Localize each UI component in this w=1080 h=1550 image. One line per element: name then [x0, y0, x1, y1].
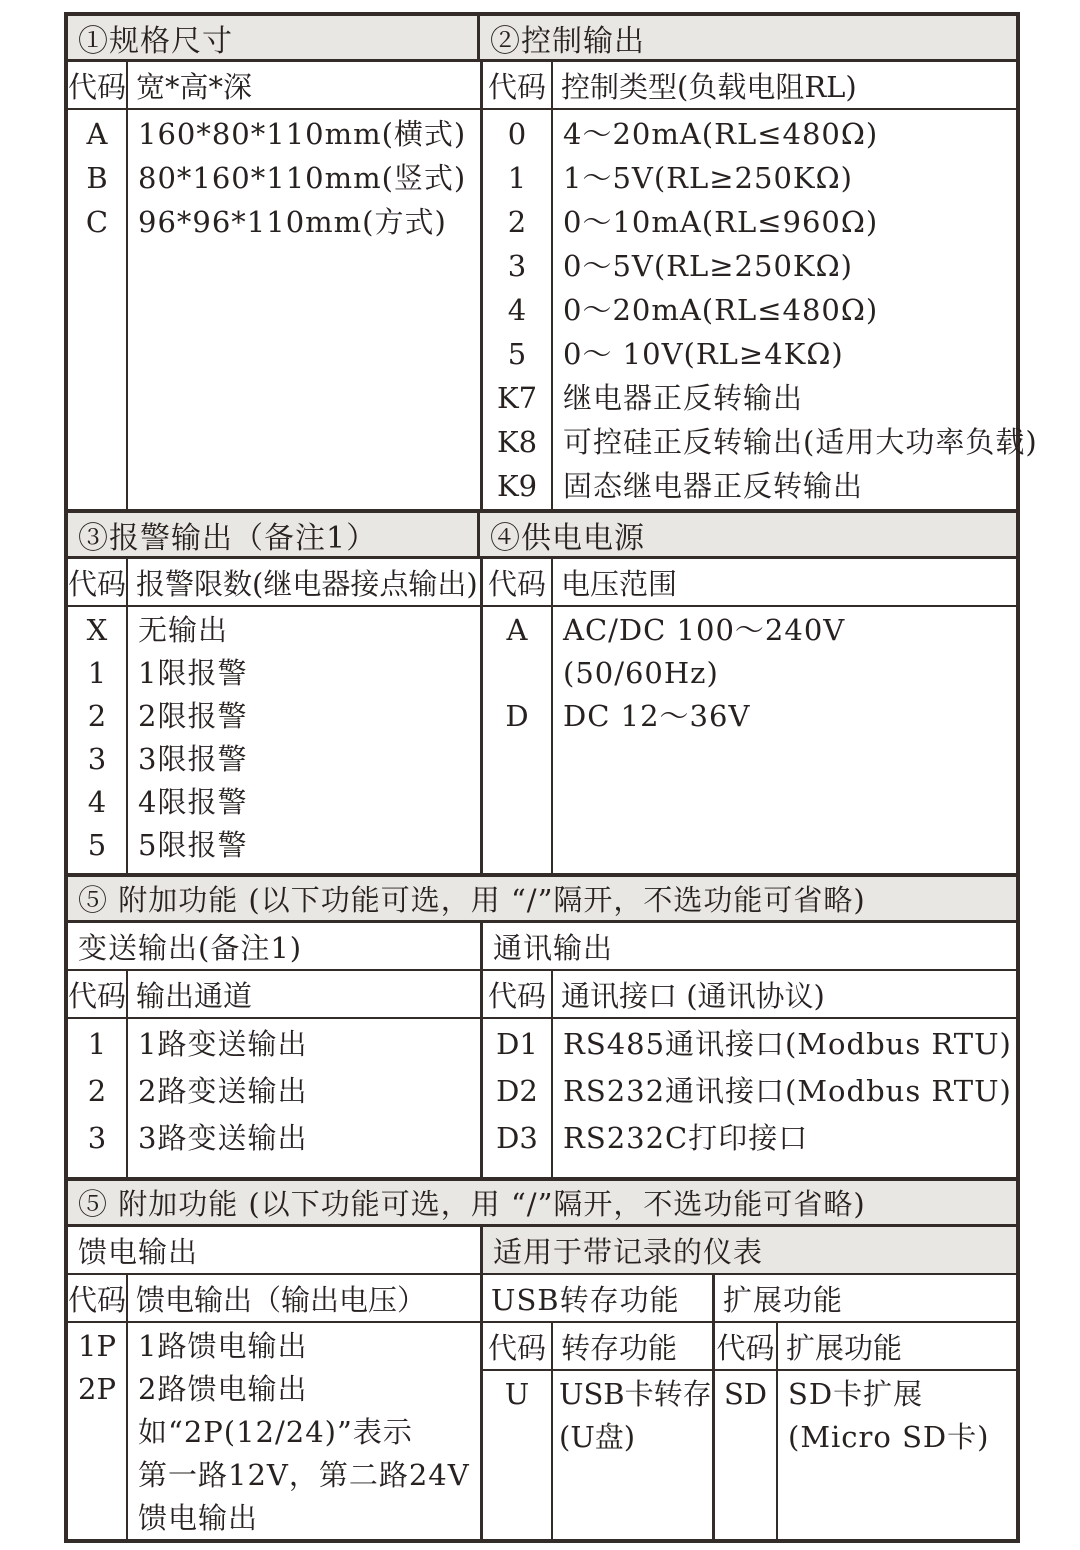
code-cell: 4 [507, 293, 527, 327]
code-column-header: 代码 [483, 971, 553, 1017]
power-column-header-row [483, 559, 1016, 607]
code-cell: K7 [496, 381, 538, 415]
desc-column [128, 110, 480, 509]
size-column-header-row [68, 62, 480, 110]
code-cell: K9 [496, 469, 538, 503]
code-cell: SD [723, 1377, 768, 1411]
code-cell: 1 [87, 1027, 107, 1061]
control-output-pane [480, 62, 1038, 509]
section-title-row [68, 513, 1016, 559]
code-cell: 1 [507, 161, 527, 195]
code-cell: 4 [87, 785, 107, 819]
feed-power-pane [68, 1227, 480, 1539]
desc-cell: RS232通讯接口(Modbus RTU) [563, 1074, 1012, 1108]
desc-cell: 固态继电器正反转输出 [563, 469, 864, 503]
code-cell [68, 1496, 126, 1539]
recorder-pane [480, 1227, 1016, 1539]
code-cell: X [86, 613, 108, 647]
desc-column [128, 607, 480, 873]
desc-column-header: 宽*高*深 [136, 69, 253, 104]
usb-pane [483, 1275, 712, 1539]
desc-cell: USB卡转存 [559, 1377, 712, 1411]
code-cell: 2 [87, 699, 107, 733]
section-title-row [68, 16, 1016, 62]
code-column [68, 607, 128, 873]
desc-column-header: 通讯接口 (通讯协议) [561, 978, 825, 1013]
section-body [68, 1227, 1016, 1539]
desc-cell: 1路变送输出 [138, 1027, 308, 1061]
code-cell: A [506, 613, 528, 647]
control-column-header-row [483, 62, 1016, 110]
section-extra-1 [68, 877, 1016, 1181]
code-cell: A [86, 117, 108, 151]
desc-cell: 如“2P(12/24)”表示 [138, 1415, 413, 1449]
code-column [68, 110, 128, 509]
sd-pane [712, 1275, 1016, 1539]
code-column [483, 607, 553, 873]
code-cell: D1 [496, 1027, 538, 1061]
desc-cell: 2路馈电输出 [138, 1372, 308, 1406]
desc-cell: (U盘) [559, 1420, 636, 1454]
desc-cell: 0～5V(RL≥250KΩ) [563, 249, 853, 283]
code-column-header: 代码 [68, 559, 128, 605]
desc-column-header: 扩展功能 [786, 1330, 903, 1365]
desc-cell: 5限报警 [138, 828, 248, 862]
code-column-header: 代码 [68, 1275, 128, 1321]
control-rows [483, 110, 1038, 509]
section1-title: ①规格尺寸 [68, 16, 480, 59]
alarm-column-header-row [68, 559, 480, 607]
usb-column-header-row [483, 1323, 712, 1371]
code-cell [68, 1411, 126, 1454]
code-column [715, 1371, 778, 1539]
comm-subtitle: 通讯输出 [483, 923, 1016, 971]
code-cell [68, 1454, 126, 1497]
code-column-header: 代码 [68, 971, 128, 1017]
sd-label: 扩展功能 [715, 1275, 1016, 1323]
desc-cell: 无输出 [138, 613, 229, 647]
desc-cell: 第一路12V，第二路24V [138, 1458, 470, 1492]
feed-power-column-header-row [68, 1275, 480, 1323]
desc-cell: 可控硅正反转输出(适用大功率负载) [563, 425, 1038, 459]
feed-power-rows [68, 1323, 480, 1539]
desc-cell: 4～20mA(RL≤480Ω) [563, 117, 879, 151]
usb-rows [483, 1371, 712, 1539]
size-pane [68, 62, 480, 509]
desc-cell: 0～20mA(RL≤480Ω) [563, 293, 879, 327]
code-column [483, 1019, 553, 1177]
code-cell: 1P [78, 1329, 116, 1363]
code-cell: 2 [87, 1074, 107, 1108]
desc-column [553, 1019, 1016, 1177]
code-cell: 5 [507, 337, 527, 371]
desc-cell: (Micro SD卡) [788, 1420, 990, 1454]
desc-cell: 3路变送输出 [138, 1121, 308, 1155]
desc-cell: 0～ 10V(RL≥4KΩ) [563, 337, 844, 371]
section-body [68, 923, 1016, 1177]
code-cell: 2P [78, 1372, 116, 1406]
desc-cell: 2路变送输出 [138, 1074, 308, 1108]
code-cell: 1 [87, 656, 107, 690]
desc-cell: 继电器正反转输出 [563, 381, 804, 415]
desc-cell: 1～5V(RL≥250KΩ) [563, 161, 853, 195]
section4-title: ④供电电源 [490, 520, 645, 556]
desc-cell: 1限报警 [138, 656, 248, 690]
alarm-rows [68, 607, 480, 873]
sd-column-header-row [715, 1323, 1016, 1371]
desc-column-header: 转存功能 [561, 1330, 678, 1365]
code-cell: D [505, 699, 529, 733]
retransmit-subtitle: 变送输出(备注1) [68, 923, 480, 971]
code-column [483, 110, 553, 509]
section-body [68, 559, 1016, 873]
power-rows [483, 607, 1016, 873]
section-size-control [68, 16, 1038, 513]
recorder-subtitle: 适用于带记录的仪表 [483, 1227, 1016, 1275]
desc-column [128, 1323, 480, 1539]
code-column-header: 代码 [68, 62, 128, 108]
desc-column-header: 报警限数(继电器接点输出) [136, 566, 478, 601]
recorder-subpanes [483, 1275, 1016, 1539]
size-rows [68, 110, 480, 509]
code-cell: 2 [507, 205, 527, 239]
desc-column [553, 1371, 712, 1539]
code-cell [483, 1416, 551, 1459]
code-cell: 5 [87, 828, 107, 862]
code-column [483, 1371, 553, 1539]
desc-cell: 3限报警 [138, 742, 248, 776]
code-cell: 3 [507, 249, 527, 283]
code-cell [483, 652, 551, 695]
code-cell [715, 1416, 776, 1459]
code-cell: C [85, 205, 109, 239]
code-cell: D3 [496, 1121, 538, 1155]
desc-column [778, 1371, 1016, 1539]
desc-cell: 馈电输出 [138, 1501, 259, 1535]
desc-column-header: 控制类型(负载电阻RL) [561, 69, 857, 104]
desc-column-header: 输出通道 [136, 978, 253, 1013]
sd-rows [715, 1371, 1016, 1539]
desc-column [553, 110, 1038, 509]
spec-table [64, 12, 1038, 1543]
section3-title: ③报警输出（备注1） [68, 513, 480, 556]
section-body [68, 62, 1038, 509]
power-pane [480, 559, 1016, 873]
code-column-header: 代码 [483, 62, 553, 108]
code-cell: B [86, 161, 108, 195]
desc-cell: 160*80*110mm(横式) [138, 117, 467, 151]
extra-functions-banner: ⑤ 附加功能 (以下功能可选，用 “/”隔开，不选功能可省略) [68, 1181, 1016, 1227]
desc-cell: 0～10mA(RL≤960Ω) [563, 205, 879, 239]
desc-column [553, 607, 1016, 873]
code-cell: 3 [87, 742, 107, 776]
retransmit-pane [68, 923, 480, 1177]
desc-cell: 80*160*110mm(竖式) [138, 161, 467, 195]
code-cell: 0 [507, 117, 527, 151]
desc-column-header: 电压范围 [561, 566, 678, 601]
comm-rows [483, 1019, 1016, 1177]
feed-power-subtitle: 馈电输出 [68, 1227, 480, 1275]
desc-cell: DC 12～36V [563, 699, 751, 733]
section2-title: ②控制输出 [490, 23, 645, 59]
retransmit-column-header-row [68, 971, 480, 1019]
code-cell: 3 [87, 1121, 107, 1155]
code-column [68, 1019, 128, 1177]
section-extra-2 [68, 1181, 1016, 1539]
code-column [68, 1323, 128, 1539]
usb-label: USB转存功能 [483, 1275, 712, 1323]
comm-pane [480, 923, 1016, 1177]
desc-cell: 1路馈电输出 [138, 1329, 308, 1363]
desc-column-header: 馈电输出（输出电压） [136, 1282, 427, 1317]
desc-cell: 2限报警 [138, 699, 248, 733]
code-column-header: 代码 [715, 1323, 778, 1369]
desc-cell: AC/DC 100～240V [563, 613, 846, 647]
section-alarm-power [68, 513, 1016, 877]
desc-cell: RS485通讯接口(Modbus RTU) [563, 1027, 1012, 1061]
code-cell: D2 [496, 1074, 538, 1108]
alarm-pane [68, 559, 480, 873]
code-cell: K8 [496, 425, 538, 459]
code-column-header: 代码 [483, 559, 553, 605]
desc-column [128, 1019, 480, 1177]
desc-cell: (50/60Hz) [563, 656, 719, 690]
desc-cell: 96*96*110mm(方式) [138, 205, 447, 239]
extra-functions-banner: ⑤ 附加功能 (以下功能可选，用 “/”隔开，不选功能可省略) [68, 877, 1016, 923]
comm-column-header-row [483, 971, 1016, 1019]
code-column-header: 代码 [483, 1323, 553, 1369]
desc-cell: SD卡扩展 [788, 1377, 924, 1411]
desc-cell: RS232C打印接口 [563, 1121, 809, 1155]
desc-cell: 4限报警 [138, 785, 248, 819]
code-cell: U [504, 1377, 530, 1411]
retransmit-rows [68, 1019, 480, 1177]
